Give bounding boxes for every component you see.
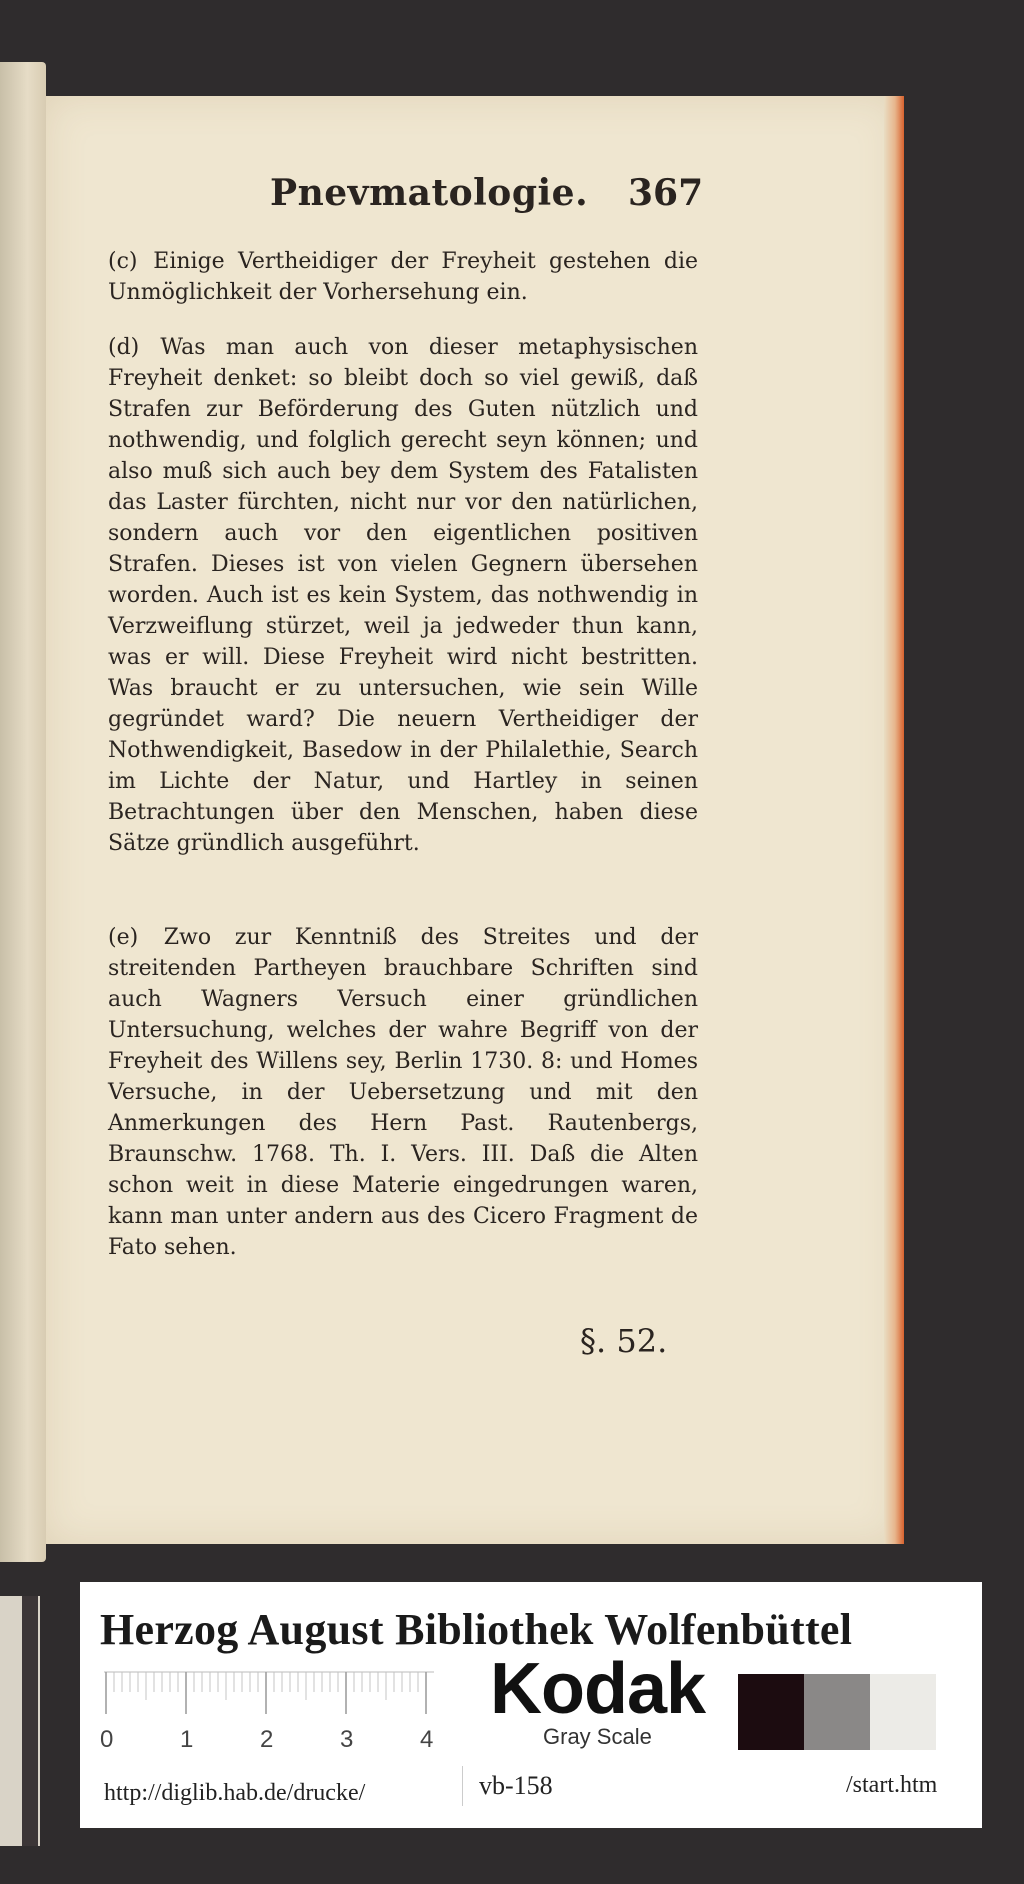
facing-page-edge [0, 62, 46, 1562]
scale-label-0: 0 [100, 1726, 114, 1753]
paragraph-text: Einige Vertheidiger der Freyheit gestehen die Unmöglichkeit der Vorhersehung ein. [108, 249, 698, 305]
paragraph-label: (d) [108, 335, 140, 360]
shelfmark: vb-158 [462, 1766, 591, 1806]
scale-label-2: 2 [260, 1726, 274, 1753]
scale-label-3: 3 [340, 1726, 354, 1753]
running-head: Pnevmatologie. [270, 172, 589, 214]
paragraph-c [108, 246, 698, 308]
paragraph-label: (c) [108, 249, 138, 274]
ruler-scale [104, 1670, 434, 1720]
paragraph-d [108, 332, 698, 859]
gray-scale-label: Gray Scale [543, 1724, 652, 1749]
url-prefix: http://diglib.hab.de/drucke/ [104, 1780, 366, 1806]
url-suffix: /start.htm [846, 1772, 938, 1798]
catchword: §. 52. [580, 1322, 668, 1360]
paragraph-label: (e) [108, 925, 139, 950]
swatch-gray [804, 1674, 874, 1750]
paragraph-e [108, 922, 698, 1263]
swatch-black [738, 1674, 808, 1750]
paragraph-text: Zwo zur Kenntniß des Streites und der streitenden Partheyen brauchbare Schriften sind auch Wagners Versuch einer gründlichen Untersuchung, welches der wahre Begriff von der Freyheit des Willens sey, Berlin 1730. 8: und Homes Versuche, in der Uebersetzung und mit den Anmerkungen des Hern Past. Rautenbergs, Braunschw. 1768. Th. I. Vers. III. Daß die Alten schon weit in diese Materie eingedrungen waren, kann man unter andern aus des Cicero Fragment de Fato sehen. [108, 925, 698, 1260]
kodak-logo: Kodak [490, 1649, 706, 1729]
page-edge [884, 96, 904, 1544]
page-number: 367 [628, 172, 704, 214]
swatch-white [870, 1674, 936, 1750]
scale-label-4: 4 [420, 1726, 434, 1753]
library-title: Herzog August Bibliothek Wolfenbüttel [100, 1605, 853, 1654]
paragraph-text: Was man auch von dieser metaphysischen Freyheit denket: so bleibt doch so viel gewiß, daß Strafen zur Beförderung des Guten nützlich und nothwendig, und folglich gerecht seyn können; und also muß sich auch bey dem System des Fatalisten das Laster fürchten, nicht nur vor den natürlichen, sondern auch vor den eigentlichen positiven Strafen. Dieses ist von vielen Gegnern übersehen worden. Auch ist es kein System, das nothwendig in Verzweiflung stürzet, weil ja jedweder thun kann, was er will. Diese Freyheit wird nicht bestritten. Was braucht er zu untersuchen, wie sein Wille gegründet ward? Die neuern Vertheidiger der Nothwendigkeit, Basedow in der Philalethie, Search im Lichte der Natur, und Hartley in seinen Betrachtungen über den Menschen, haben diese Sätze gründlich ausgeführt. [108, 335, 698, 856]
book-spine [0, 1596, 40, 1846]
scale-label-1: 1 [180, 1726, 194, 1753]
